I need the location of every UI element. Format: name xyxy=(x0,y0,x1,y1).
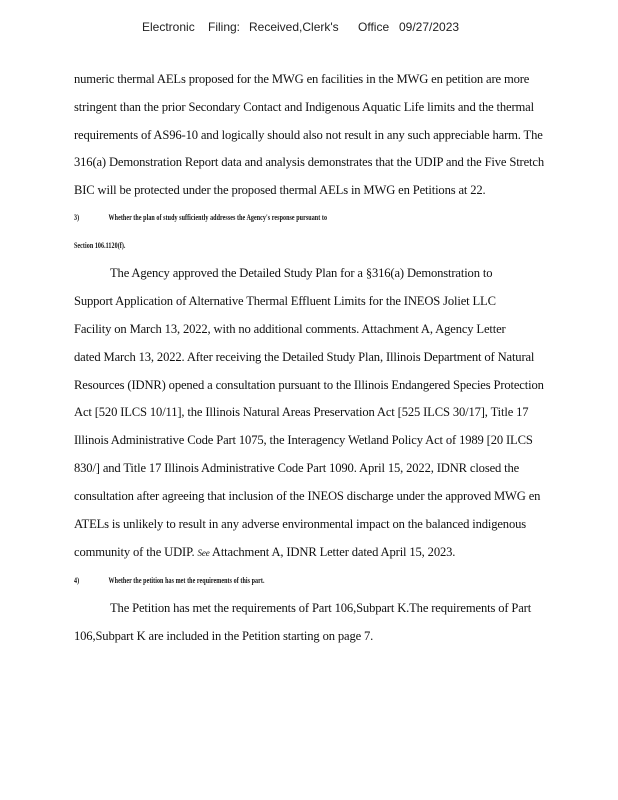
body-line: BIC will be protected under the proposed thermal AELs in MWG en Petitions at 22. xyxy=(74,183,486,197)
body-line: numeric thermal AELs proposed for the MWG en facilities in the MWG en petition are more xyxy=(74,72,530,86)
body-line: 316(a) Demonstration Report data and analysis demonstrates that the UDIP and the Five Stretch xyxy=(74,155,544,169)
body-line: requirements of AS96-10 and logically should also not result in any such appreciable harm. The xyxy=(74,128,543,142)
header-office: Office xyxy=(358,20,390,34)
header-received-clerks: Received,Clerk's xyxy=(249,20,339,34)
header-date: 09/27/2023 xyxy=(399,20,460,34)
body-line: consultation after agreeing that inclusion of the INEOS discharge under the approved MWG en xyxy=(74,489,541,503)
header-filing: Filing: xyxy=(208,20,241,34)
citation-see: See xyxy=(197,548,210,558)
body-text: community of the UDIP. xyxy=(74,545,195,559)
heading-text: Whether the petition has met the requirements of this part. xyxy=(108,576,265,585)
body-line xyxy=(74,545,455,560)
body-line: Support Application of Alternative Thermal Effluent Limits for the INEOS Joliet LLC xyxy=(74,294,496,308)
body-line: ATELs is unlikely to result in any adverse environmental impact on the balanced indigenous xyxy=(74,517,527,531)
section-heading-3 xyxy=(74,213,327,222)
body-line: 106,Subpart K are included in the Petition starting on page 7. xyxy=(74,629,374,643)
body-text: Attachment A, IDNR Letter dated April 15, 2023. xyxy=(211,545,456,559)
section-heading-4 xyxy=(74,576,265,585)
body-line: Act [520 ILCS 10/11], the Illinois Natural Areas Preservation Act [525 ILCS 30/17], Title 17 xyxy=(74,405,529,419)
body-line: stringent than the prior Secondary Contact and Indigenous Aquatic Life limits and the thermal xyxy=(74,100,534,114)
body-line: dated March 13, 2022. After receiving the Detailed Study Plan, Illinois Department of Natural xyxy=(74,350,535,364)
body-line: The Agency approved the Detailed Study Plan for a §316(a) Demonstration to xyxy=(110,266,493,280)
heading-number: 4) xyxy=(74,576,80,585)
body-line: Facility on March 13, 2022, with no additional comments. Attachment A, Agency Letter xyxy=(74,322,506,336)
heading-number: 3) xyxy=(74,213,80,222)
body-line: Illinois Administrative Code Part 1075, the Interagency Wetland Policy Act of 1989 [20 ILCS xyxy=(74,433,533,447)
header-electronic: Electronic xyxy=(142,20,195,34)
heading-text: Whether the plan of study sufficiently addresses the Agency's response pursuant to xyxy=(108,213,328,222)
body-line: 830/] and Title 17 Illinois Administrative Code Part 1090. April 15, 2022, IDNR closed the xyxy=(74,461,520,475)
body-line: Resources (IDNR) opened a consultation pursuant to the Illinois Endangered Species Protection xyxy=(74,378,544,392)
body-line: The Petition has met the requirements of Part 106,Subpart K.The requirements of Part xyxy=(110,601,532,615)
section-heading-3-cont: Section 106.1120(f). xyxy=(74,241,126,250)
